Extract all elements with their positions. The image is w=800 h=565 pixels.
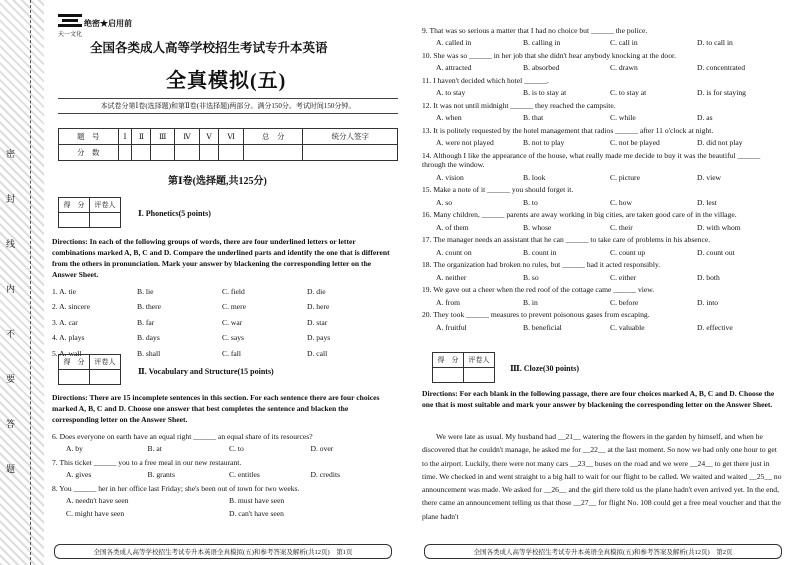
score-cell: Ⅲ	[151, 129, 175, 145]
option: D. concentrated	[697, 63, 746, 73]
option-row	[436, 223, 784, 232]
option: A. vision	[436, 172, 464, 182]
option: B. in	[523, 297, 538, 307]
option: C. how	[610, 197, 632, 207]
question-text: 8. You ______ her in her office last Friday; she's been out of town for two weeks.	[52, 483, 300, 493]
question-text: 16. Many children, ______ parents are away working in big cities, are taken good care of in the village.	[422, 210, 737, 220]
option-row: A. by B. at C. to D. over	[66, 444, 334, 454]
margin-char: 封	[6, 194, 16, 204]
grader-label: 评卷人	[90, 355, 121, 370]
option: A. count on	[436, 247, 472, 257]
option: B. look	[523, 172, 546, 182]
option: B. calling in	[523, 38, 561, 48]
section1-directions: Directions: In each of the following groups of words, there are four underlined letters or letter combinations marked A, B, C and D. Compare the underlined parts and identify the one that is different from the others in pronunciation. Mark your answer by blackening the corresponding letter on the Answer Sheet.	[52, 237, 390, 279]
brand-logo-icon	[58, 12, 82, 50]
grader-label: 得 分	[59, 198, 90, 213]
score-table-row	[59, 145, 398, 161]
margin-char: 题	[6, 464, 16, 474]
option-row	[436, 298, 784, 307]
option-row	[436, 88, 784, 97]
option: A. from	[436, 297, 461, 307]
option: B. whose	[523, 222, 552, 232]
section2-title: Ⅱ. Vocabulary and Structure(15 points)	[138, 367, 274, 376]
option: D. to call in	[697, 38, 733, 48]
part1-heading: 第Ⅰ卷(选择题,共125分)	[168, 176, 267, 187]
score-cell: Ⅵ	[219, 129, 244, 145]
option: C. either	[610, 272, 637, 282]
score-cell: 分 数	[59, 145, 119, 161]
question-text: 7. This ticket ______ you to a free meal in our new restaurant.	[52, 457, 242, 467]
right-page	[418, 0, 788, 565]
option-row	[436, 248, 784, 257]
score-cell: Ⅴ	[199, 129, 219, 145]
list-item: 5. A. wall B. shall C. fall D. call	[52, 348, 328, 358]
option: D. count out	[697, 247, 735, 257]
exam-subtitle: 全真模拟(五)	[166, 70, 287, 92]
option: D. both	[697, 272, 720, 282]
question-text: 20. They took ______ measures to prevent poisonous gases from escaping.	[422, 310, 650, 320]
question-text: 18. The organization had broken no rules, but ______ had it acted responsibly.	[422, 260, 661, 270]
option-row	[436, 38, 784, 47]
score-table	[58, 128, 398, 161]
score-cell: 统分人签字	[303, 129, 398, 145]
question-text: 10. She was so ______ in her job that she didn't hear anybody knocking at the door.	[422, 50, 677, 60]
option: C. to stay at	[610, 88, 647, 98]
vocab-questions-continued	[422, 26, 784, 332]
option: D. view	[697, 172, 722, 182]
option-row	[436, 323, 784, 332]
vocab-questions	[52, 432, 392, 518]
confidential-badge: 绝密★启用前	[84, 19, 132, 28]
question-text: 17. The manager needs an assistant that he can ______ to take care of problems in his absence.	[422, 235, 711, 245]
brand-name: 天一文化	[58, 32, 83, 38]
option: A. called in	[436, 38, 472, 48]
option: D. with whom	[697, 222, 741, 232]
section3-directions: Directions: For each blank in the following passage, there are four choices marked A, B, C and D. Choose the one that is most suitable and mark your answer by blackening the corresponding letter on the Answer Sheet.	[422, 389, 775, 409]
option-row	[436, 173, 784, 182]
option: C. their	[610, 222, 633, 232]
footer-left: 全国各类成人高等学校招生考试专升本英语全真模拟(五)和参考答案及解析(共12页) 第1页	[54, 544, 392, 559]
phonetics-list	[52, 287, 392, 358]
score-cell: Ⅳ	[175, 129, 200, 145]
option: C. picture	[610, 172, 640, 182]
option: D. as	[697, 113, 713, 123]
option: D. into	[697, 297, 719, 307]
option: A. fruitful	[436, 322, 467, 332]
option: C. drawn	[610, 63, 638, 73]
left-page	[48, 0, 400, 565]
option-row: A. gives B. grants C. entitles D. credits	[66, 470, 341, 480]
exam-note: 本试卷分第Ⅰ卷(选择题)和第Ⅱ卷(非选择题)两部分。满分150分。考试时间150分钟。	[58, 98, 398, 114]
option: B. so	[523, 272, 539, 282]
option: A. when	[436, 113, 462, 123]
section2-directions: Directions: There are 15 incomplete sentences in this section. For each sentence there are four choices marked A, B, C and D. Choose one answer that best completes the sentence and blacken the corresponding letter on the Answer Sheet.	[52, 393, 380, 424]
margin-char: 不	[6, 329, 16, 339]
margin-char: 线	[6, 239, 16, 249]
exam-title: 全国各类成人高等学校招生考试专升本英语	[90, 41, 328, 55]
option: C. before	[610, 297, 639, 307]
option: C. while	[610, 113, 636, 123]
margin-char: 密	[6, 149, 16, 159]
margin-char: 内	[6, 284, 16, 294]
option: B. that	[523, 113, 544, 123]
grader-box-1	[58, 197, 121, 228]
option: B. beneficial	[523, 322, 562, 332]
list-item: 3. A. car B. far C. war D. star	[52, 317, 328, 327]
list-item: 2. A. sincere B. there C. mere D. here	[52, 302, 330, 312]
grader-label: 评卷人	[464, 353, 495, 368]
option-row	[436, 63, 784, 72]
score-table-header	[59, 129, 398, 145]
option: B. count in	[523, 247, 557, 257]
footer-right: 全国各类成人高等学校招生考试专升本英语全真模拟(五)和参考答案及解析(共12页) 第2页	[424, 544, 782, 559]
question-text: 9. That was so serious a matter that I had no choice but ______ the police.	[422, 26, 648, 35]
option: B. absorbed	[523, 63, 560, 73]
question-text: 13. It is politely requested by the hotel management that radios ______ after 11 o'clock at night.	[422, 125, 714, 135]
option: C. valuable	[610, 322, 645, 332]
option: D. lest	[697, 197, 717, 207]
list-item: 4. A. plays B. days C. says D. pays	[52, 333, 331, 343]
option-row	[436, 113, 784, 122]
score-cell: 题 号	[59, 129, 119, 145]
score-cell: Ⅰ	[118, 129, 132, 145]
binding-margin	[0, 0, 44, 565]
option: C. not be played	[610, 138, 660, 148]
question-text: 12. It was not until midnight ______ they reached the campsite.	[422, 100, 616, 110]
cloze-passage: We were late as usual. My husband had __21__ watering the flowers in the garden by himself, and when he discovered that he couldn't manage, he asked me for __22__ at the last moment. So now we had only one hour to get to the airport. Luckily, there were not many cars __23__ buses on the road and we were __24__ to get there just in time. We checked in and went straight to a big hall to wait for our flight to be called. We waited and waited __25__ no announcement was made. We asked for __26__ and the girl there told us the plane hadn't even arrived yet. In the end, there came an announcement telling us that those __27__ for flight No. 108 could get a free meal voucher and that the plane hadn't	[422, 432, 782, 521]
question-text: 15. Make a note of it ______ you should forget it.	[422, 185, 574, 195]
question-text: 19. We gave out a cheer when the red roof of the cottage came ______ view.	[422, 285, 655, 295]
option: C. call in	[610, 38, 638, 48]
option: B. is to stay at	[523, 88, 567, 98]
option-row	[436, 198, 784, 207]
grader-box-2	[58, 354, 121, 385]
option-row: A. needn't have seen B. must have seen	[66, 496, 285, 506]
grader-label: 得 分	[433, 353, 464, 368]
option: D. effective	[697, 322, 733, 332]
option: A. attracted	[436, 63, 472, 73]
option-row	[436, 273, 784, 282]
section1-title: Ⅰ. Phonetics(5 points)	[138, 209, 211, 218]
score-cell: 总 分	[243, 129, 303, 145]
margin-char: 要	[6, 374, 16, 384]
question-text: 11. I haven't decided which hotel ______.	[422, 75, 549, 85]
cut-line	[30, 0, 32, 565]
grader-label: 得 分	[59, 355, 90, 370]
list-item: 1. A. tie B. lie C. field D. die	[52, 287, 326, 296]
option: A. of them	[436, 222, 469, 232]
option: D. is for staying	[697, 88, 746, 98]
question-text: 6. Does everyone on earth have an equal right ______ an equal share of its resources?	[52, 432, 313, 441]
option: D. did not play	[697, 138, 743, 148]
option: A. so	[436, 197, 453, 207]
option: A. neither	[436, 272, 467, 282]
option: C. count up	[610, 247, 646, 257]
section3-title: Ⅲ. Cloze(30 points)	[510, 364, 580, 373]
grader-label: 评卷人	[90, 198, 121, 213]
option-row	[436, 138, 784, 147]
margin-char: 答	[6, 419, 16, 429]
option: B. to	[523, 197, 538, 207]
option: A. were not played	[436, 138, 494, 148]
option: B. not to play	[523, 138, 565, 148]
score-cell: Ⅱ	[132, 129, 151, 145]
grader-box-3	[432, 352, 495, 383]
question-text: 14. Although I like the appearance of the house, what really made me decide to buy it was the beautiful ______ through the window.	[422, 150, 761, 170]
option-row: C. might have seen D. can't have seen	[66, 508, 284, 518]
option: A. to stay	[436, 88, 466, 98]
